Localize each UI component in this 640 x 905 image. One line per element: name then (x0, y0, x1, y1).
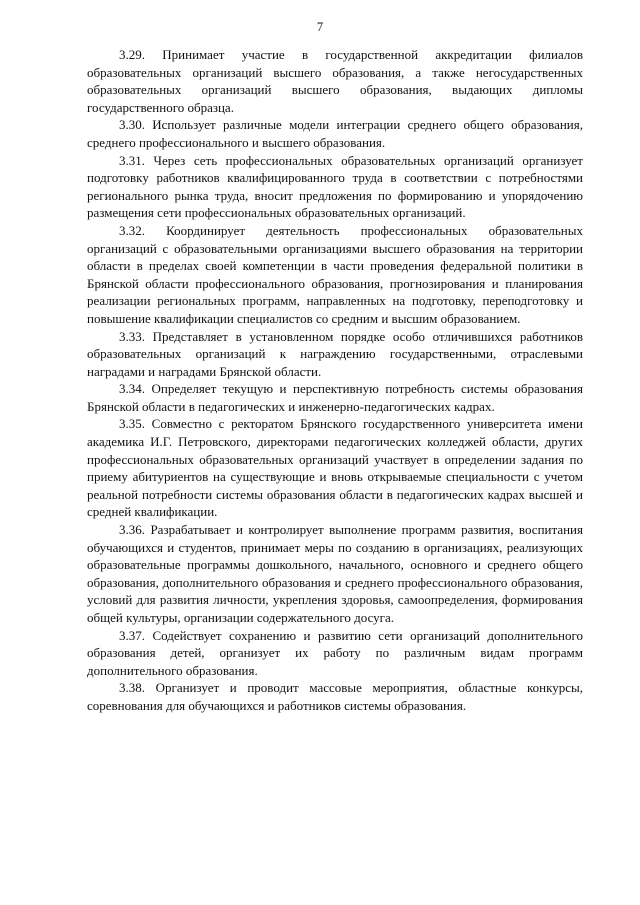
document-body (87, 46, 583, 715)
paragraph-3-32: 3.32. Координирует деятельность профессиональных образовательных организаций с образовательными организациями высшего образования на территории области в пределах своей компетенции в части проведения федеральной политики в Брянской области профессионального образования, прогнозирования и планирования реализации региональных программ, направленных на подготовку, переподготовку и повышение квалификации специалистов со средним и высшим образованием. (87, 222, 583, 326)
paragraph-3-35: 3.35. Совместно с ректоратом Брянского государственного университета имени академика И.Г. Петровского, директорами педагогических колледжей области, других профессиональных образовательных организаций участвует в определении задания по приему абитуриентов на существующие и вновь открываемые специальности с учетом реальной потребности системы образования области в педагогических кадрах высшей и средней квалификации. (87, 416, 583, 520)
paragraph-3-33: 3.33. Представляет в установленном порядке особо отличившихся работников образовательных организаций к награждению государственными, отраслевыми наградами и наградами Брянской области. (87, 328, 583, 379)
paragraph-3-31: 3.31. Через сеть профессиональных образовательных организаций организует подготовку работников квалифицированного труда в соответствии с потребностями регионального рынка труда, вносит предложения по формированию и упорядочению размещения сети профессиональных образовательных организаций. (87, 152, 583, 221)
page-number: 7 (316, 20, 324, 34)
paragraph-3-29: 3.29. Принимает участие в государственной аккредитации филиалов образовательных организаций высшего образования, а также негосударственных образовательных организаций высшего образования, выдающих дипломы государственного образца. (87, 47, 583, 115)
paragraph-3-30: 3.30. Использует различные модели интеграции среднего общего образования, среднего профессионального и высшего образования. (87, 117, 583, 150)
paragraph-3-38: 3.38. Организует и проводит массовые мероприятия, областные конкурсы, соревнования для обучающихся и работников системы образования. (87, 680, 583, 713)
paragraph-3-37: 3.37. Содействует сохранению и развитию сети организаций дополнительного образования детей, организует их работу по различным видам программ дополнительного образования. (87, 627, 583, 678)
paragraph-3-36: 3.36. Разрабатывает и контролирует выполнение программ развития, воспитания обучающихся и студентов, принимает меры по созданию в организациях, реализующих образовательные программы дошкольного, начального, основного и среднего общего образования, дополнительного образования и среднего профессионального образования, условий для развития личности, укрепления здоровья, самоопределения, формирования общей культуры, организации содержательного досуга. (87, 522, 583, 625)
paragraph-3-34: 3.34. Определяет текущую и перспективную потребность системы образования Брянской области в педагогических и инженерно-педагогических кадрах. (87, 381, 583, 414)
